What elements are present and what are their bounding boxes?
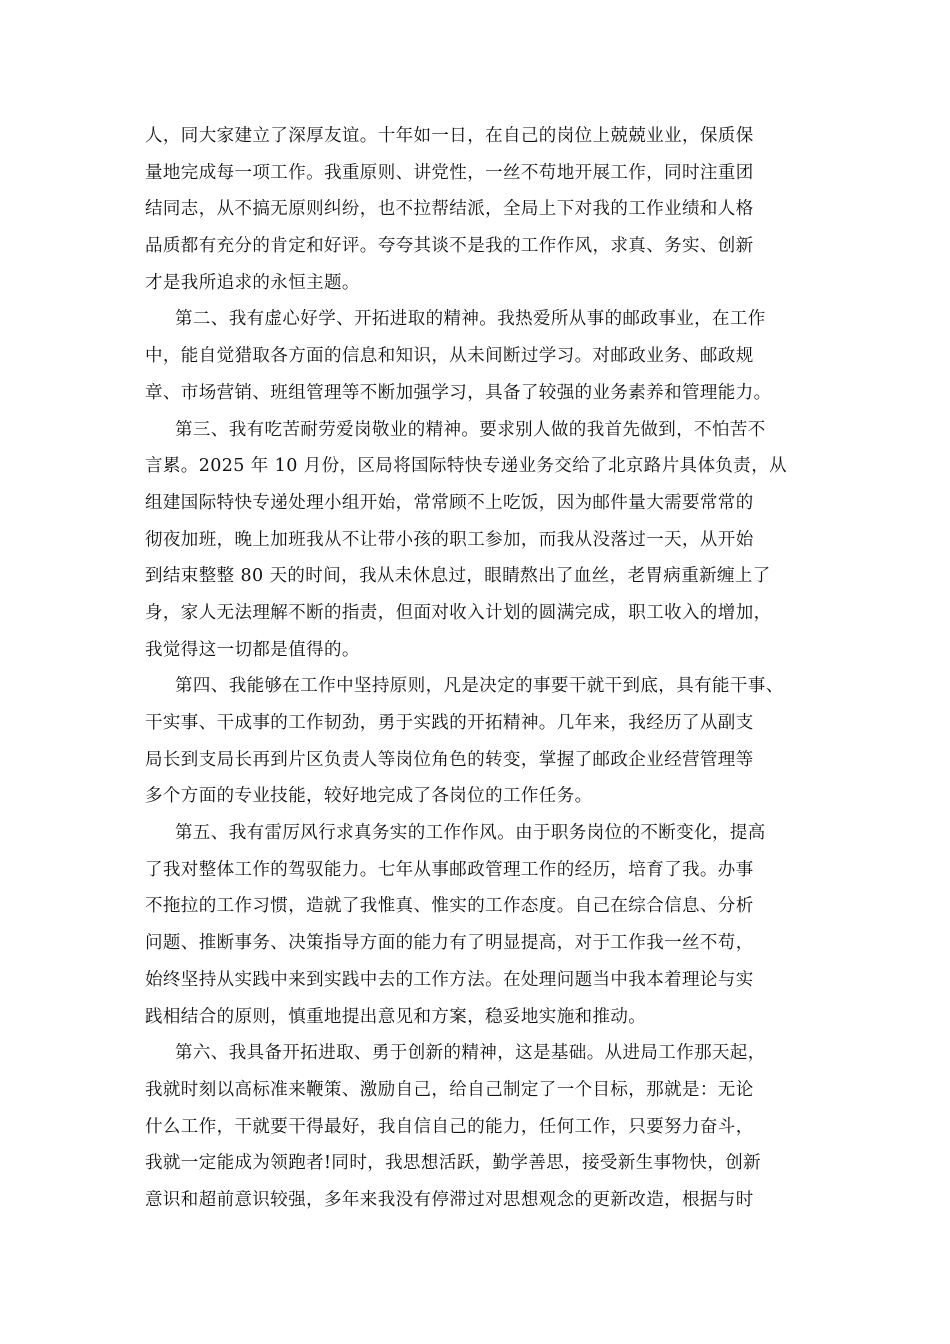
text-line: 问题、推断事务、决策指导方面的能力有了明显提高，对于工作我一丝不苟， xyxy=(145,933,754,954)
text-line: 不拖拉的工作习惯，造就了我惟真、惟实的工作态度。自己在综合信息、分析 xyxy=(145,896,754,917)
paragraph-first-line: 第四、我能够在工作中坚持原则，凡是决定的事要干就干到底，具有能干事、 xyxy=(175,676,784,697)
text-line: 彻夜加班，晚上加班我从不让带小孩的职工参加，而我从没落过一天，从开始 xyxy=(145,529,754,550)
document-body xyxy=(145,118,815,1219)
text-line: 身，家人无法理解不断的指责，但面对收入计划的圆满完成，职工收入的增加， xyxy=(145,602,772,623)
text-line: 结同志，从不搞无原则纠纷，也不拉帮结派，全局上下对我的工作业绩和人格 xyxy=(145,199,754,220)
text-line: 我就一定能成为领跑者!同时，我思想活跃，勤学善思，接受新生事物快，创新 xyxy=(145,1153,762,1174)
text-line: 人，同大家建立了深厚友谊。十年如一日，在自己的岗位上兢兢业业，保质保 xyxy=(145,126,754,146)
text-line: 我觉得这一切都是值得的。 xyxy=(145,639,360,660)
paragraph-first-line: 第六、我具备开拓进取、勇于创新的精神，这是基础。从进局工作那天起， xyxy=(175,1043,766,1064)
text-line: 干实事、干成事的工作韧劲，勇于实践的开拓精神。几年来，我经历了从副支 xyxy=(145,713,754,733)
text-line: 多个方面的专业技能，较好地完成了各岗位的工作任务。 xyxy=(145,786,593,807)
text-line: 了我对整体工作的驾驭能力。七年从事邮政管理工作的经历，培育了我。办事 xyxy=(145,859,754,880)
text-line: 组建国际特快专递处理小组开始，常常顾不上吃饭，因为邮件量大需要常常的 xyxy=(145,492,754,513)
text-line: 品质都有充分的肯定和好评。夸夸其谈不是我的工作作风，求真、务实、创新 xyxy=(145,236,754,257)
paragraph-first-line: 第二、我有虚心好学、开拓进取的精神。我热爱所从事的邮政事业，在工作 xyxy=(175,309,766,330)
text-line: 我就时刻以高标准来鞭策、激励自己，给自己制定了一个目标，那就是：无论 xyxy=(145,1079,754,1100)
paragraph-first-line: 第三、我有吃苦耐劳爱岗敬业的精神。要求别人做的我首先做到，不怕苦不 xyxy=(175,419,766,440)
text-line: 始终坚持从实践中来到实践中去的工作方法。在处理问题当中我本着理论与实 xyxy=(145,969,754,990)
text-line: 到结束整整 80 天的时间，我从未休息过，眼睛熬出了血丝，老胃病重新缠上了 xyxy=(145,566,771,587)
text-line: 量地完成每一项工作。我重原则、讲党性，一丝不苟地开展工作，同时注重团 xyxy=(145,162,754,183)
text-line: 践相结合的原则，慎重地提出意见和方案，稳妥地实施和推动。 xyxy=(145,1006,647,1027)
text-line: 言累。2025 年 10 月份，区局将国际特快专递业务交给了北京路片具体负责，从 xyxy=(145,456,787,477)
text-line: 意识和超前意识较强，多年来我没有停滞过对思想观念的更新改造，根据与时 xyxy=(145,1189,754,1210)
text-line: 局长到支局长再到片区负责人等岗位角色的转变，掌握了邮政企业经营管理等 xyxy=(145,749,754,770)
text-line: 才是我所追求的永恒主题。 xyxy=(145,272,360,293)
text-line: 中，能自觉猎取各方面的信息和知识，从未间断过学习。对邮政业务、邮政规 xyxy=(145,346,754,367)
text-line: 什么工作，干就要干得最好，我自信自己的能力，任何工作，只要努力奋斗， xyxy=(145,1116,754,1137)
paragraph-first-line: 第五、我有雷厉风行求真务实的工作作风。由于职务岗位的不断变化，提高 xyxy=(175,823,766,844)
text-line: 章、市场营销、班组管理等不断加强学习，具备了较强的业务素养和管理能力。 xyxy=(145,382,772,403)
